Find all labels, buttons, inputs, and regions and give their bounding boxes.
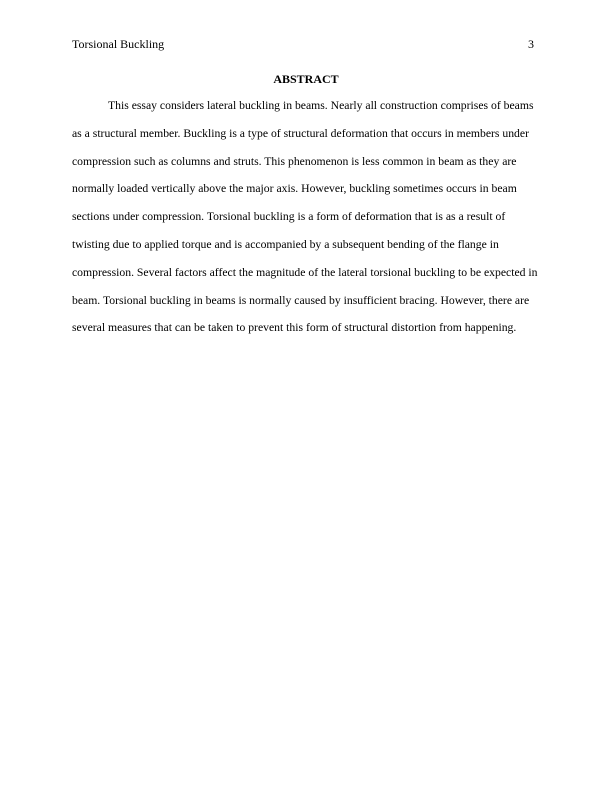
page-number: 3 xyxy=(528,37,534,51)
running-head-title: Torsional Buckling xyxy=(72,37,165,51)
abstract-heading: ABSTRACT xyxy=(273,72,339,86)
page-header xyxy=(72,36,540,52)
abstract-paragraph: This essay considers lateral buckling in beams. Nearly all construction comprises of beams as a structural member. Buckling is a type of structural deformation that occurs in members under compression such as columns and struts. This phenomenon is less common in beam as they are normally loaded vertically above the major axis. However, buckling sometimes occurs in beam sections under compression. Torsional buckling is a form of deformation that is as a result of twisting due to applied torque and is accompanied by a subsequent bending of the flange in compression. Several factors affect the magnitude of the lateral torsional buckling to be expected in beam. Torsional buckling in beams is normally caused by insufficient bracing. However, there are several measures that can be taken to prevent this form of structural distortion from happening. xyxy=(72,99,538,335)
